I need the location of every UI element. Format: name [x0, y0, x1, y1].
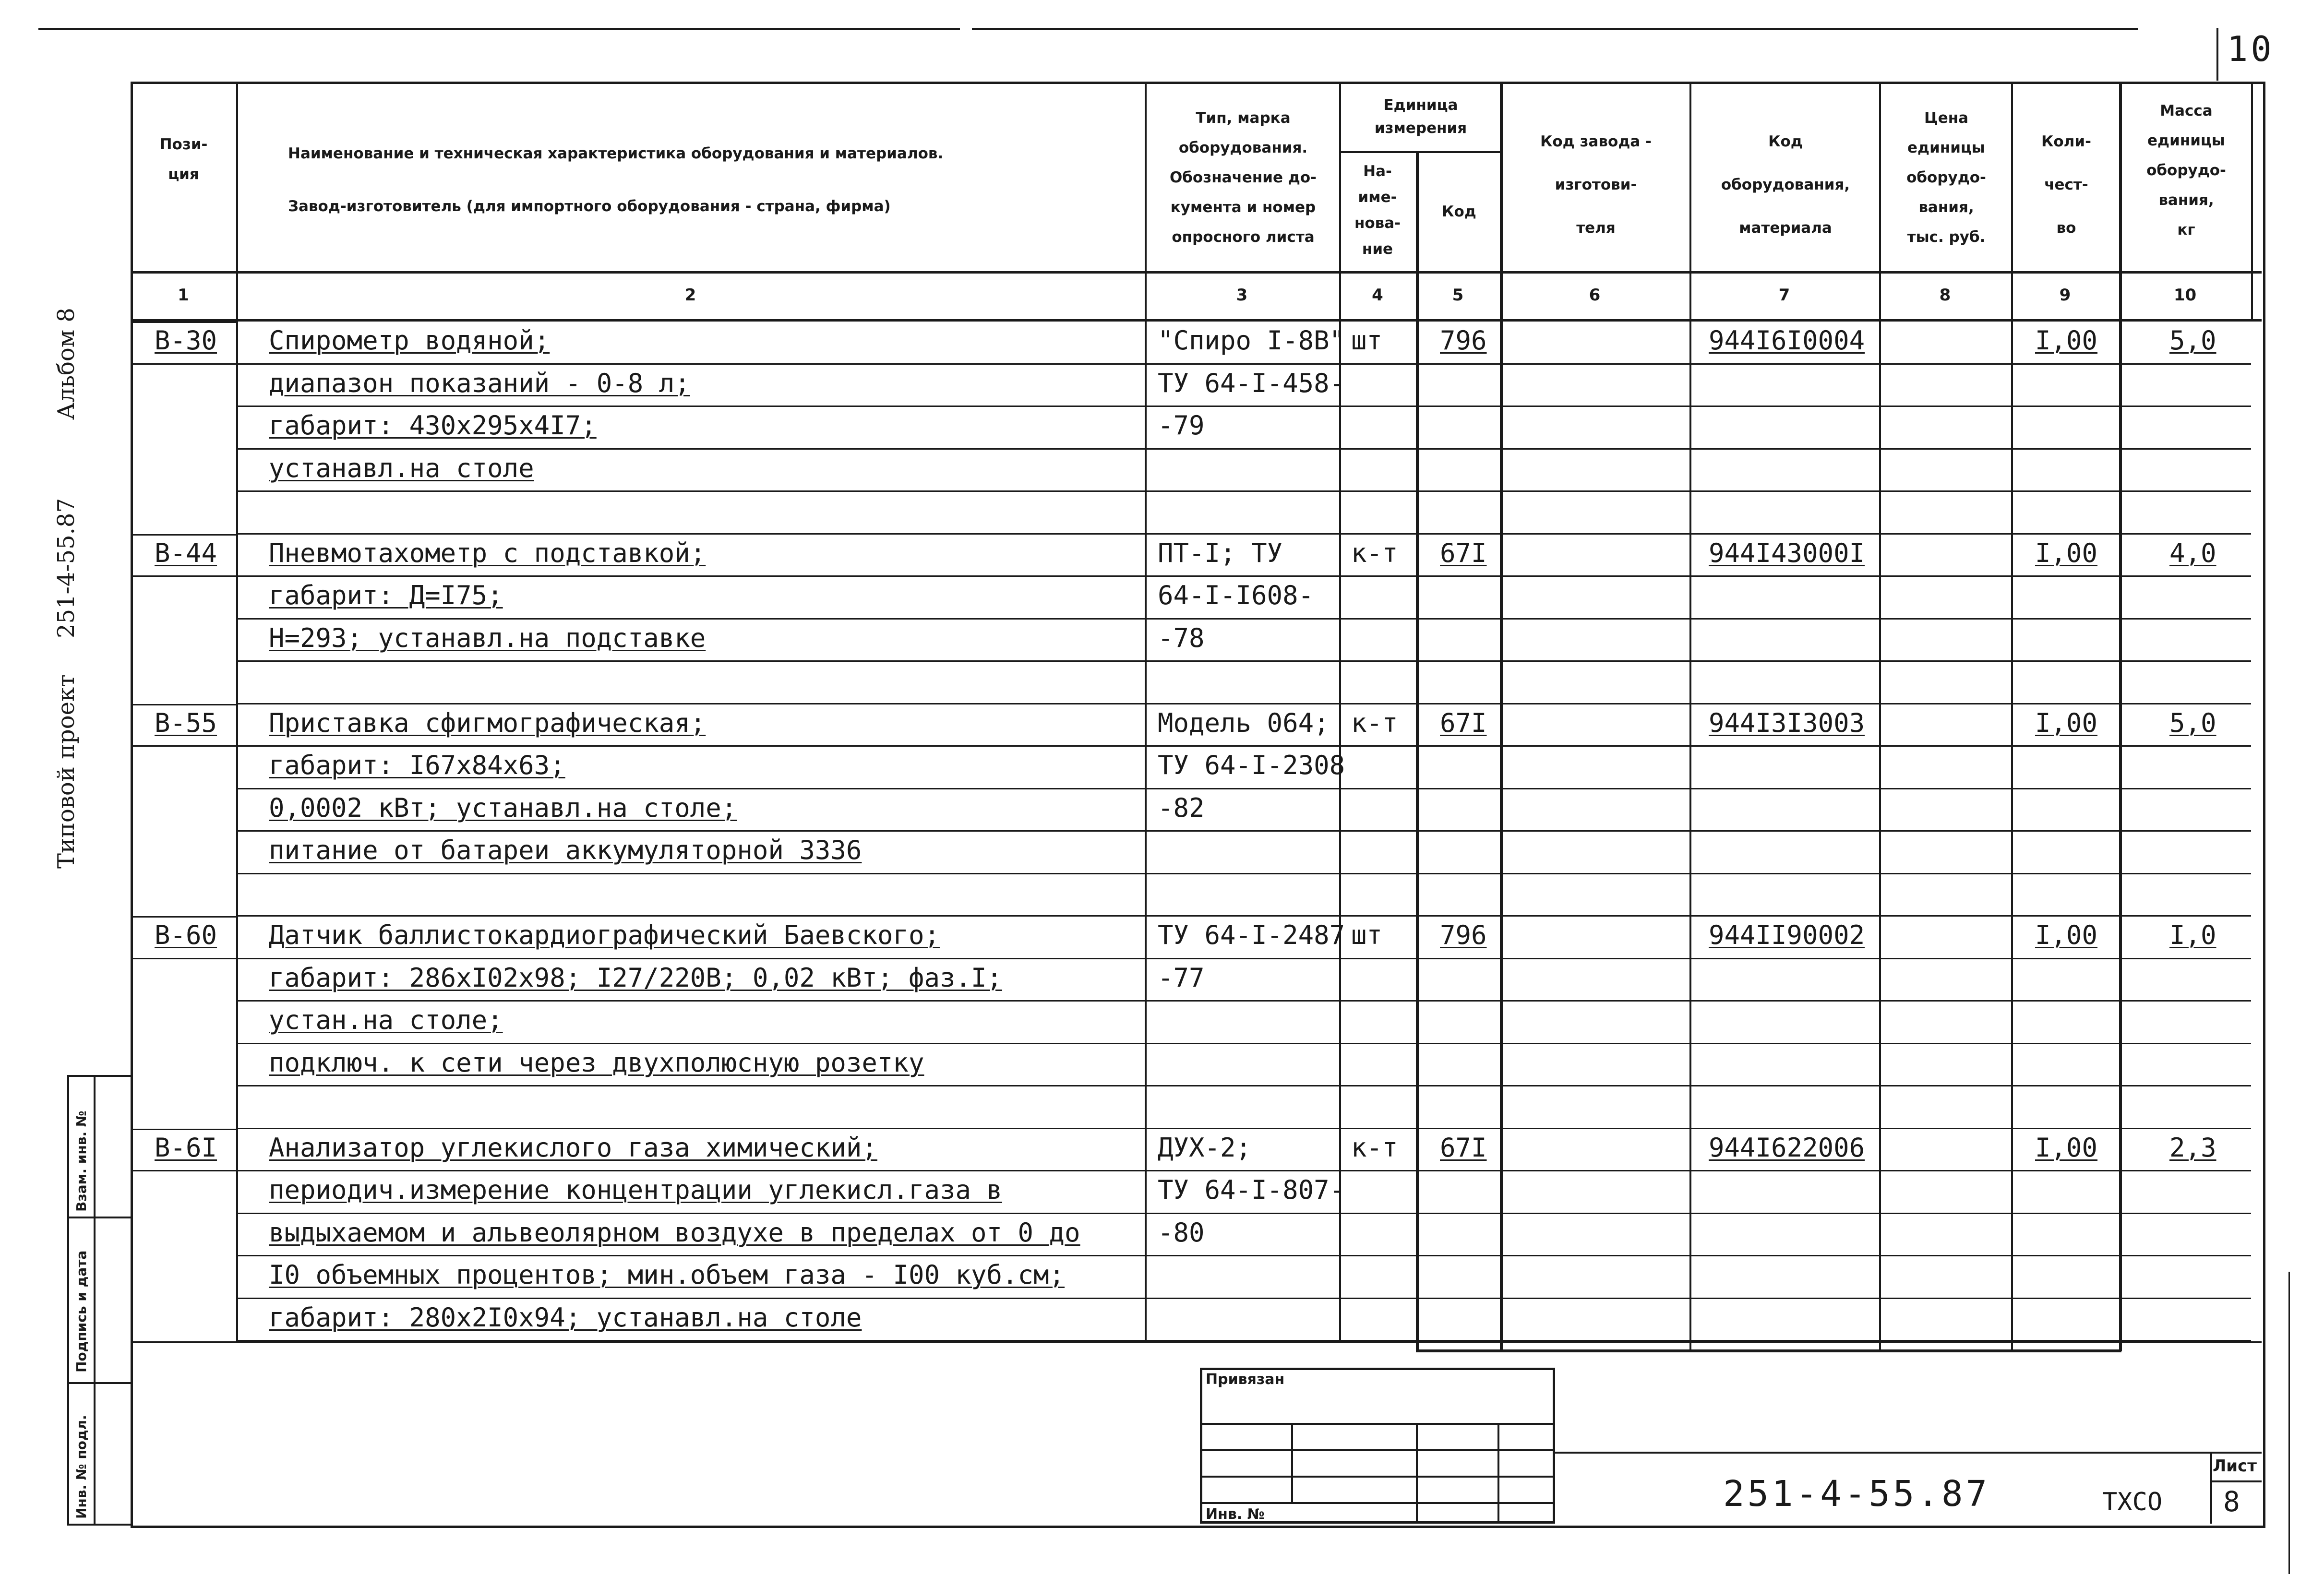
row-separator — [131, 575, 2251, 577]
colnum-2: 2 — [684, 286, 696, 305]
cell-mass: 2,3 — [2169, 1132, 2216, 1163]
row-separator — [236, 1043, 2251, 1044]
stamp-row-4 — [1200, 1502, 1555, 1504]
col-line-6 — [1689, 82, 1691, 1351]
cell-type: -80 — [1158, 1217, 1205, 1248]
colnum-5: 5 — [1452, 286, 1464, 305]
stamp-inv-no-label: Инв. № — [1206, 1506, 1265, 1523]
row-separator — [236, 1085, 2251, 1086]
cell-type: 64-I-I608- — [1158, 580, 1314, 610]
cell-quantity: I,00 — [2035, 1132, 2098, 1163]
cell-equipment-code: 944I6I0004 — [1709, 325, 1865, 356]
side-label-code: 251-4-55.87 — [53, 498, 80, 638]
stamp-sheet-label: Лист — [2213, 1456, 2257, 1476]
stamp-privyazan-label: Привязан — [1206, 1371, 1285, 1388]
stamp-row-2 — [1200, 1449, 1555, 1451]
row-separator — [236, 915, 2251, 917]
cell-mass: I,0 — [2169, 920, 2216, 950]
cell-quantity: I,00 — [2035, 707, 2098, 738]
row-separator — [236, 1340, 2251, 1341]
side-block-div1 — [67, 1217, 132, 1218]
sheet-box-div — [2210, 1480, 2262, 1482]
cell-name: габарит: 286хI02х98; I27/220В; 0,02 кВт; фаз.I; — [269, 962, 1003, 993]
cell-name: 0,0002 кВт; устанавл.на столе; — [269, 792, 737, 823]
col-line-10 — [2251, 82, 2253, 322]
hdr-col8: Цена единицы оборудо- вания, тыс. руб. — [1906, 109, 1986, 246]
row-separator — [236, 830, 2251, 832]
page-number: 10 — [2227, 29, 2275, 69]
group-separator — [131, 322, 236, 323]
cell-name: диапазон показаний - 0-8 л; — [269, 368, 690, 398]
row-separator — [236, 660, 2251, 662]
cell-unit: к-т — [1351, 707, 1398, 738]
hdr-col9: Коли- чест- во — [2041, 133, 2091, 237]
cell-name: периодич.измерение концентрации углекисл.газа в — [269, 1175, 1003, 1205]
cell-type: ТУ 64-I-807- — [1158, 1175, 1345, 1205]
cell-name: устан.на столе; — [269, 1005, 503, 1035]
side-block-left — [67, 1075, 69, 1524]
cell-quantity: I,00 — [2035, 920, 2098, 950]
side-block-bottom — [67, 1524, 132, 1526]
group-separator — [131, 704, 236, 705]
row-separator — [236, 703, 2251, 704]
cell-name: Приставка сфигмографическая; — [269, 707, 706, 738]
cell-name: габарит: Д=I75; — [269, 580, 503, 610]
hdr-col10: Масса единицы оборудо- вания, кг — [2146, 102, 2226, 239]
hdr-unit-group: Единица измерения — [1374, 96, 1467, 137]
side-label-project: Типовой проект — [53, 674, 80, 869]
colnum-8: 8 — [1939, 286, 1951, 305]
side-replace-inv: Взам. инв. № — [73, 1110, 89, 1212]
row-separator — [236, 1128, 2251, 1129]
col-line-2 — [1145, 82, 1147, 1341]
cell-name: Анализатор углекислого газа химический; — [269, 1132, 877, 1163]
cell-mass: 5,0 — [2169, 325, 2216, 356]
row-separator — [236, 1298, 2251, 1299]
cell-name: I0 объемных процентов; мин.объем газа - I00 куб.см; — [269, 1260, 1065, 1290]
row-separator — [131, 745, 2251, 747]
col-line-1 — [236, 82, 238, 1341]
colnum-3: 3 — [1236, 286, 1248, 305]
side-sign-date: Подпись и дата — [73, 1250, 89, 1372]
cell-mass: 4,0 — [2169, 537, 2216, 568]
side-inv-no-sub: Инв. № подл. — [73, 1415, 89, 1519]
side-block-div2 — [67, 1382, 132, 1384]
sheet-box-left — [2210, 1452, 2212, 1524]
cell-name: подключ. к сети через двухполюсную розетку — [269, 1047, 924, 1078]
side-block-inner — [94, 1075, 96, 1524]
cell-name: устанавл.на столе — [269, 453, 534, 483]
colnum-6: 6 — [1589, 286, 1601, 305]
title-block-top — [1555, 1452, 2262, 1454]
cell-type: -77 — [1158, 962, 1205, 993]
hdr-col4: На- име- нова- ние — [1354, 163, 1401, 258]
stamp-doc-code: 251-4-55.87 — [1723, 1473, 1990, 1515]
page-number-box-border — [2216, 28, 2218, 81]
cell-type: ДУХ-2; — [1158, 1132, 1252, 1163]
cell-type: "Спиро I-8В" — [1158, 325, 1345, 356]
cell-unit: к-т — [1351, 1132, 1398, 1163]
header-bottom-rule — [131, 271, 2262, 274]
top-rule-left — [38, 28, 960, 30]
hdr-col1: Пози- ция — [159, 136, 208, 183]
cell-quantity: I,00 — [2035, 537, 2098, 568]
cell-name: Н=293; устанавл.на подставке — [269, 622, 706, 653]
colnum-7: 7 — [1778, 286, 1790, 305]
colnum-1: 1 — [178, 286, 189, 305]
cell-position: В-55 — [155, 707, 217, 738]
cell-unit-code: 67I — [1440, 1132, 1487, 1163]
cell-unit: шт — [1351, 325, 1383, 356]
cell-type: ПТ-I; ТУ — [1158, 537, 1283, 568]
colnum-10: 10 — [2173, 286, 2197, 305]
stamp-row-1 — [1200, 1423, 1555, 1425]
side-block-top — [67, 1075, 132, 1077]
group-separator — [131, 534, 236, 536]
stamp-sheet-no: 8 — [2223, 1485, 2240, 1518]
row-separator — [131, 1170, 2251, 1171]
row-separator — [236, 788, 2251, 789]
cell-type: -79 — [1158, 410, 1205, 441]
unit-group-rule — [1339, 151, 1500, 153]
table-bottom-right — [1416, 1349, 2121, 1352]
table-bottom — [131, 1341, 2262, 1343]
row-separator — [236, 1213, 2251, 1214]
row-separator — [131, 363, 2251, 365]
hdr-col6: Код завода - изготови- теля — [1540, 133, 1652, 237]
hdr-col2: Наименование и техническая характеристика оборудования и материалов. Завод-изготовитель (для импортного оборудования - страна, фирма) — [288, 145, 944, 215]
col-line-7 — [1879, 82, 1881, 1351]
hdr-col5: Код — [1442, 203, 1476, 220]
cell-name: Спирометр водяной; — [269, 325, 550, 356]
top-rule-right — [972, 28, 2138, 30]
cell-unit: шт — [1351, 920, 1383, 950]
cell-unit-code: 67I — [1440, 707, 1487, 738]
stamp-doc-type: ТХСО — [2102, 1488, 2163, 1516]
row-separator — [236, 406, 2251, 407]
colnum-4: 4 — [1372, 286, 1383, 305]
stamp-row-3 — [1200, 1476, 1555, 1478]
colnum-bottom-rule — [131, 319, 2262, 322]
cell-position: В-60 — [155, 920, 217, 950]
stamp-privyazan-box — [1200, 1368, 1555, 1524]
cell-name: габарит: 280х2I0х94; устанавл.на столе — [269, 1302, 862, 1333]
row-separator — [236, 448, 2251, 450]
cell-unit-code: 796 — [1440, 920, 1487, 950]
cell-unit: к-т — [1351, 537, 1398, 568]
cell-unit-code: 796 — [1440, 325, 1487, 356]
group-separator — [131, 916, 236, 918]
cell-position: В-30 — [155, 325, 217, 356]
cell-name: Пневмотахометр с подставкой; — [269, 537, 706, 568]
cell-equipment-code: 944I3I3003 — [1709, 707, 1865, 738]
cell-equipment-code: 944I622006 — [1709, 1132, 1865, 1163]
cell-position: В-44 — [155, 537, 217, 568]
stamp-col-2 — [1416, 1423, 1418, 1524]
stamp-col-3 — [1497, 1423, 1499, 1524]
cell-quantity: I,00 — [2035, 325, 2098, 356]
row-separator — [131, 958, 2251, 959]
cell-type: ТУ 64-I-458- — [1158, 368, 1345, 398]
stamp-col-1 — [1291, 1423, 1293, 1502]
cell-mass: 5,0 — [2169, 707, 2216, 738]
cell-name: выдыхаемом и альвеолярном воздухе в пределах от 0 до — [269, 1217, 1080, 1248]
col-line-3 — [1339, 82, 1341, 1341]
cell-name: Датчик баллистокардиографический Баевского; — [269, 920, 940, 950]
hdr-col3: Тип, марка оборудования. Обозначение до- кумента и номер опросного листа — [1169, 109, 1317, 246]
row-separator — [236, 873, 2251, 874]
colnum-9: 9 — [2059, 286, 2071, 305]
cell-equipment-code: 944II90002 — [1709, 920, 1865, 950]
col-line-5 — [1500, 82, 1503, 1351]
cell-type: -82 — [1158, 792, 1205, 823]
side-label-album: Альбом 8 — [53, 308, 80, 420]
group-separator — [131, 1129, 236, 1130]
hdr-col7: Код оборудования, материала — [1721, 133, 1850, 237]
cell-name: габарит: I67х84х63; — [269, 750, 565, 780]
row-separator — [236, 490, 2251, 492]
cell-type: ТУ 64-I-2308 — [1158, 750, 1345, 780]
row-separator — [236, 533, 2251, 535]
row-separator — [236, 618, 2251, 620]
cell-type: -78 — [1158, 622, 1205, 653]
cell-type: ТУ 64-I-2487 — [1158, 920, 1345, 950]
cell-position: В-6I — [155, 1132, 217, 1163]
cell-name: габарит: 430х295х4I7; — [269, 410, 597, 441]
col-line-8 — [2011, 82, 2013, 1351]
right-edge-mark — [2288, 1272, 2290, 1574]
cell-name: питание от батареи аккумуляторной 3336 — [269, 835, 862, 865]
col-line-9 — [2119, 82, 2122, 1351]
cell-type: Модель 064; — [1158, 707, 1330, 738]
cell-equipment-code: 944I43000I — [1709, 537, 1865, 568]
cell-unit-code: 67I — [1440, 537, 1487, 568]
row-separator — [236, 1000, 2251, 1002]
row-separator — [236, 1255, 2251, 1256]
